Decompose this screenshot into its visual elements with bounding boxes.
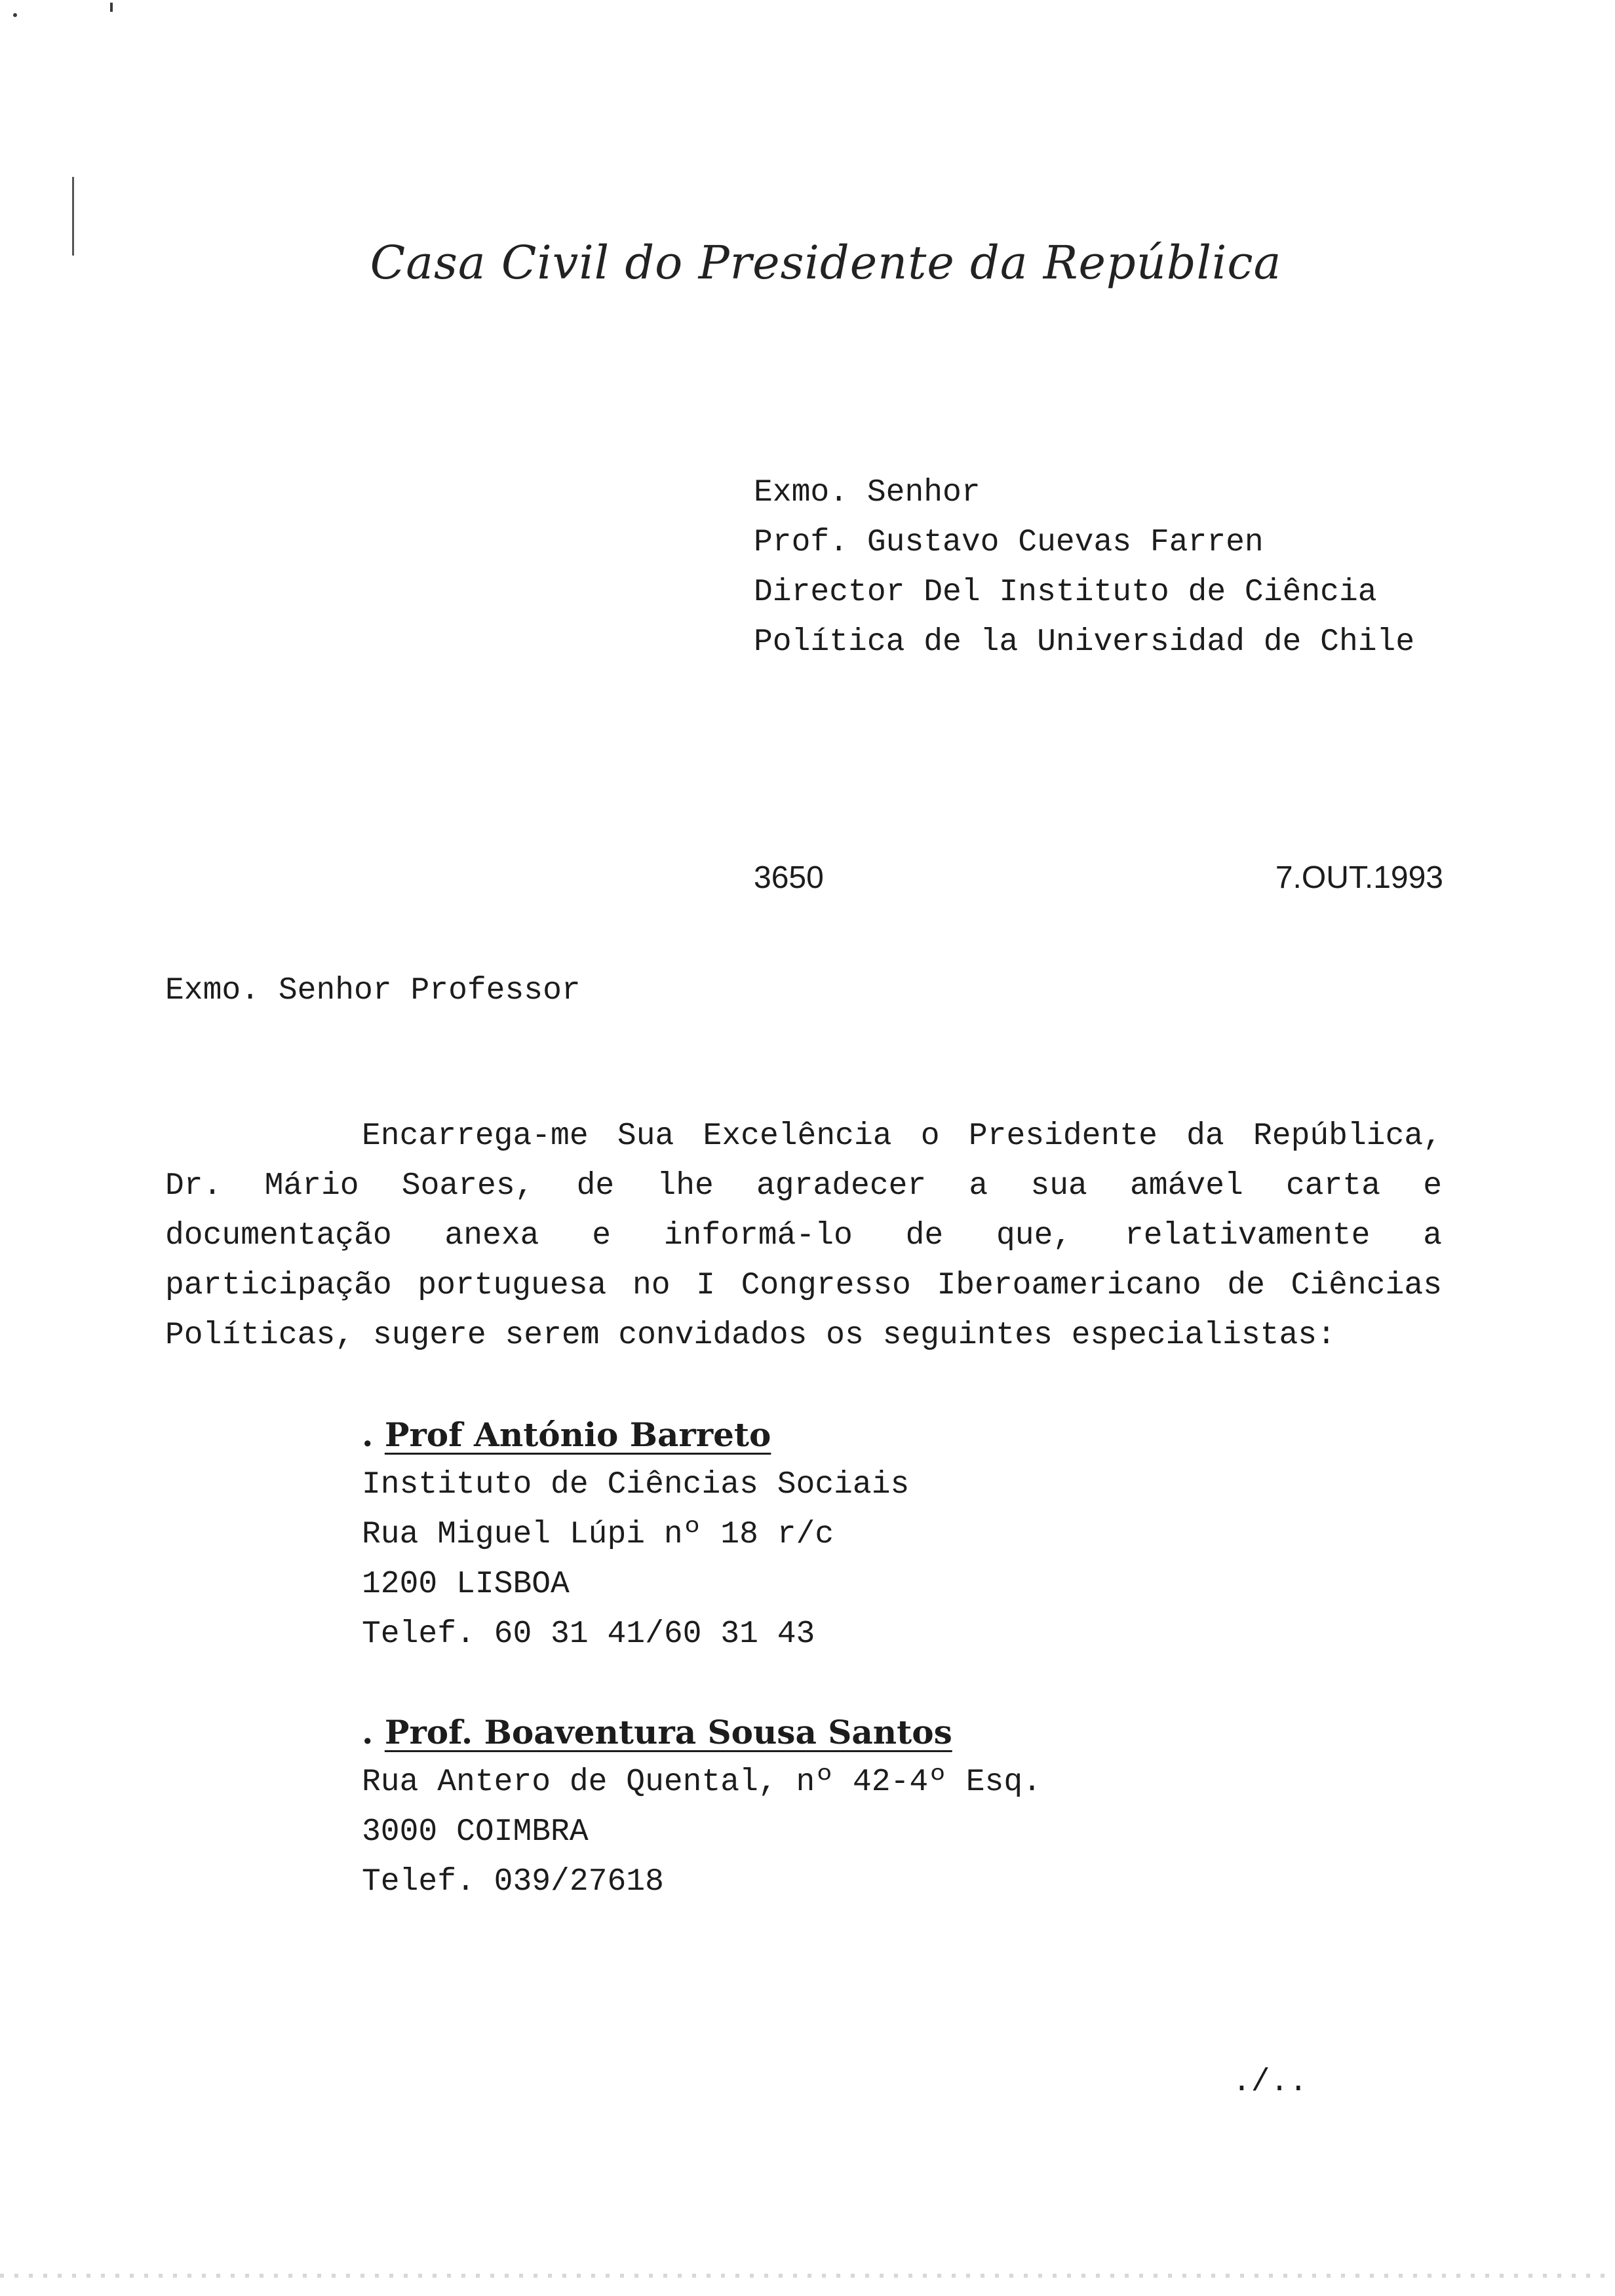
contact-line: 3000 COIMBRA	[362, 1814, 589, 1850]
contact-line: 1200 LISBOA	[362, 1567, 570, 1602]
contact-line: Telef. 60 31 41/60 31 43	[362, 1617, 815, 1652]
scan-mark	[13, 13, 17, 17]
recipient-line: Política de la Universidad de Chile	[754, 624, 1415, 660]
contact-name-text: Prof. Boaventura Sousa Santos	[384, 1713, 952, 1751]
recipient-line: Director Del Instituto de Ciência	[754, 575, 1377, 610]
contact-name	[362, 1410, 771, 1460]
scan-mark	[110, 3, 113, 12]
contact-name-text: Prof António Barreto	[384, 1415, 771, 1454]
bullet: .	[362, 1713, 374, 1751]
scan-edge-noise	[0, 2274, 1615, 2278]
continuation-mark: ./..	[1232, 2065, 1308, 2100]
reference-number: 3650	[754, 860, 824, 895]
body-paragraph	[165, 1111, 1442, 1360]
salutation: Exmo. Senhor Professor	[165, 973, 581, 1008]
letter-date: 7.OUT.1993	[1275, 860, 1443, 895]
contact-line: Telef. 039/27618	[362, 1864, 664, 1900]
contact-line: Rua Miguel Lúpi nº 18 r/c	[362, 1517, 834, 1552]
letterhead: Casa Civil do Presidente da República	[370, 236, 1282, 290]
contact-line: Instituto de Ciências Sociais	[362, 1467, 910, 1502]
recipient-line: Prof. Gustavo Cuevas Farren	[754, 525, 1264, 560]
bullet: .	[362, 1415, 374, 1454]
contact-line: Rua Antero de Quental, nº 42-4º Esq.	[362, 1765, 1041, 1800]
margin-line	[72, 177, 74, 256]
recipient-line: Exmo. Senhor	[754, 475, 981, 510]
body-text: Encarrega-me Sua Excelência o Presidente da República, Dr. Mário Soares, de lhe agradecer a sua amável carta e documentação anexa e informá-lo de que, relativamente a participação portuguesa no I Congresso Iberoamericano de Ciências Políticas, sugere serem convidados os seguintes especialistas:	[165, 1119, 1442, 1353]
contact-name	[362, 1708, 952, 1757]
